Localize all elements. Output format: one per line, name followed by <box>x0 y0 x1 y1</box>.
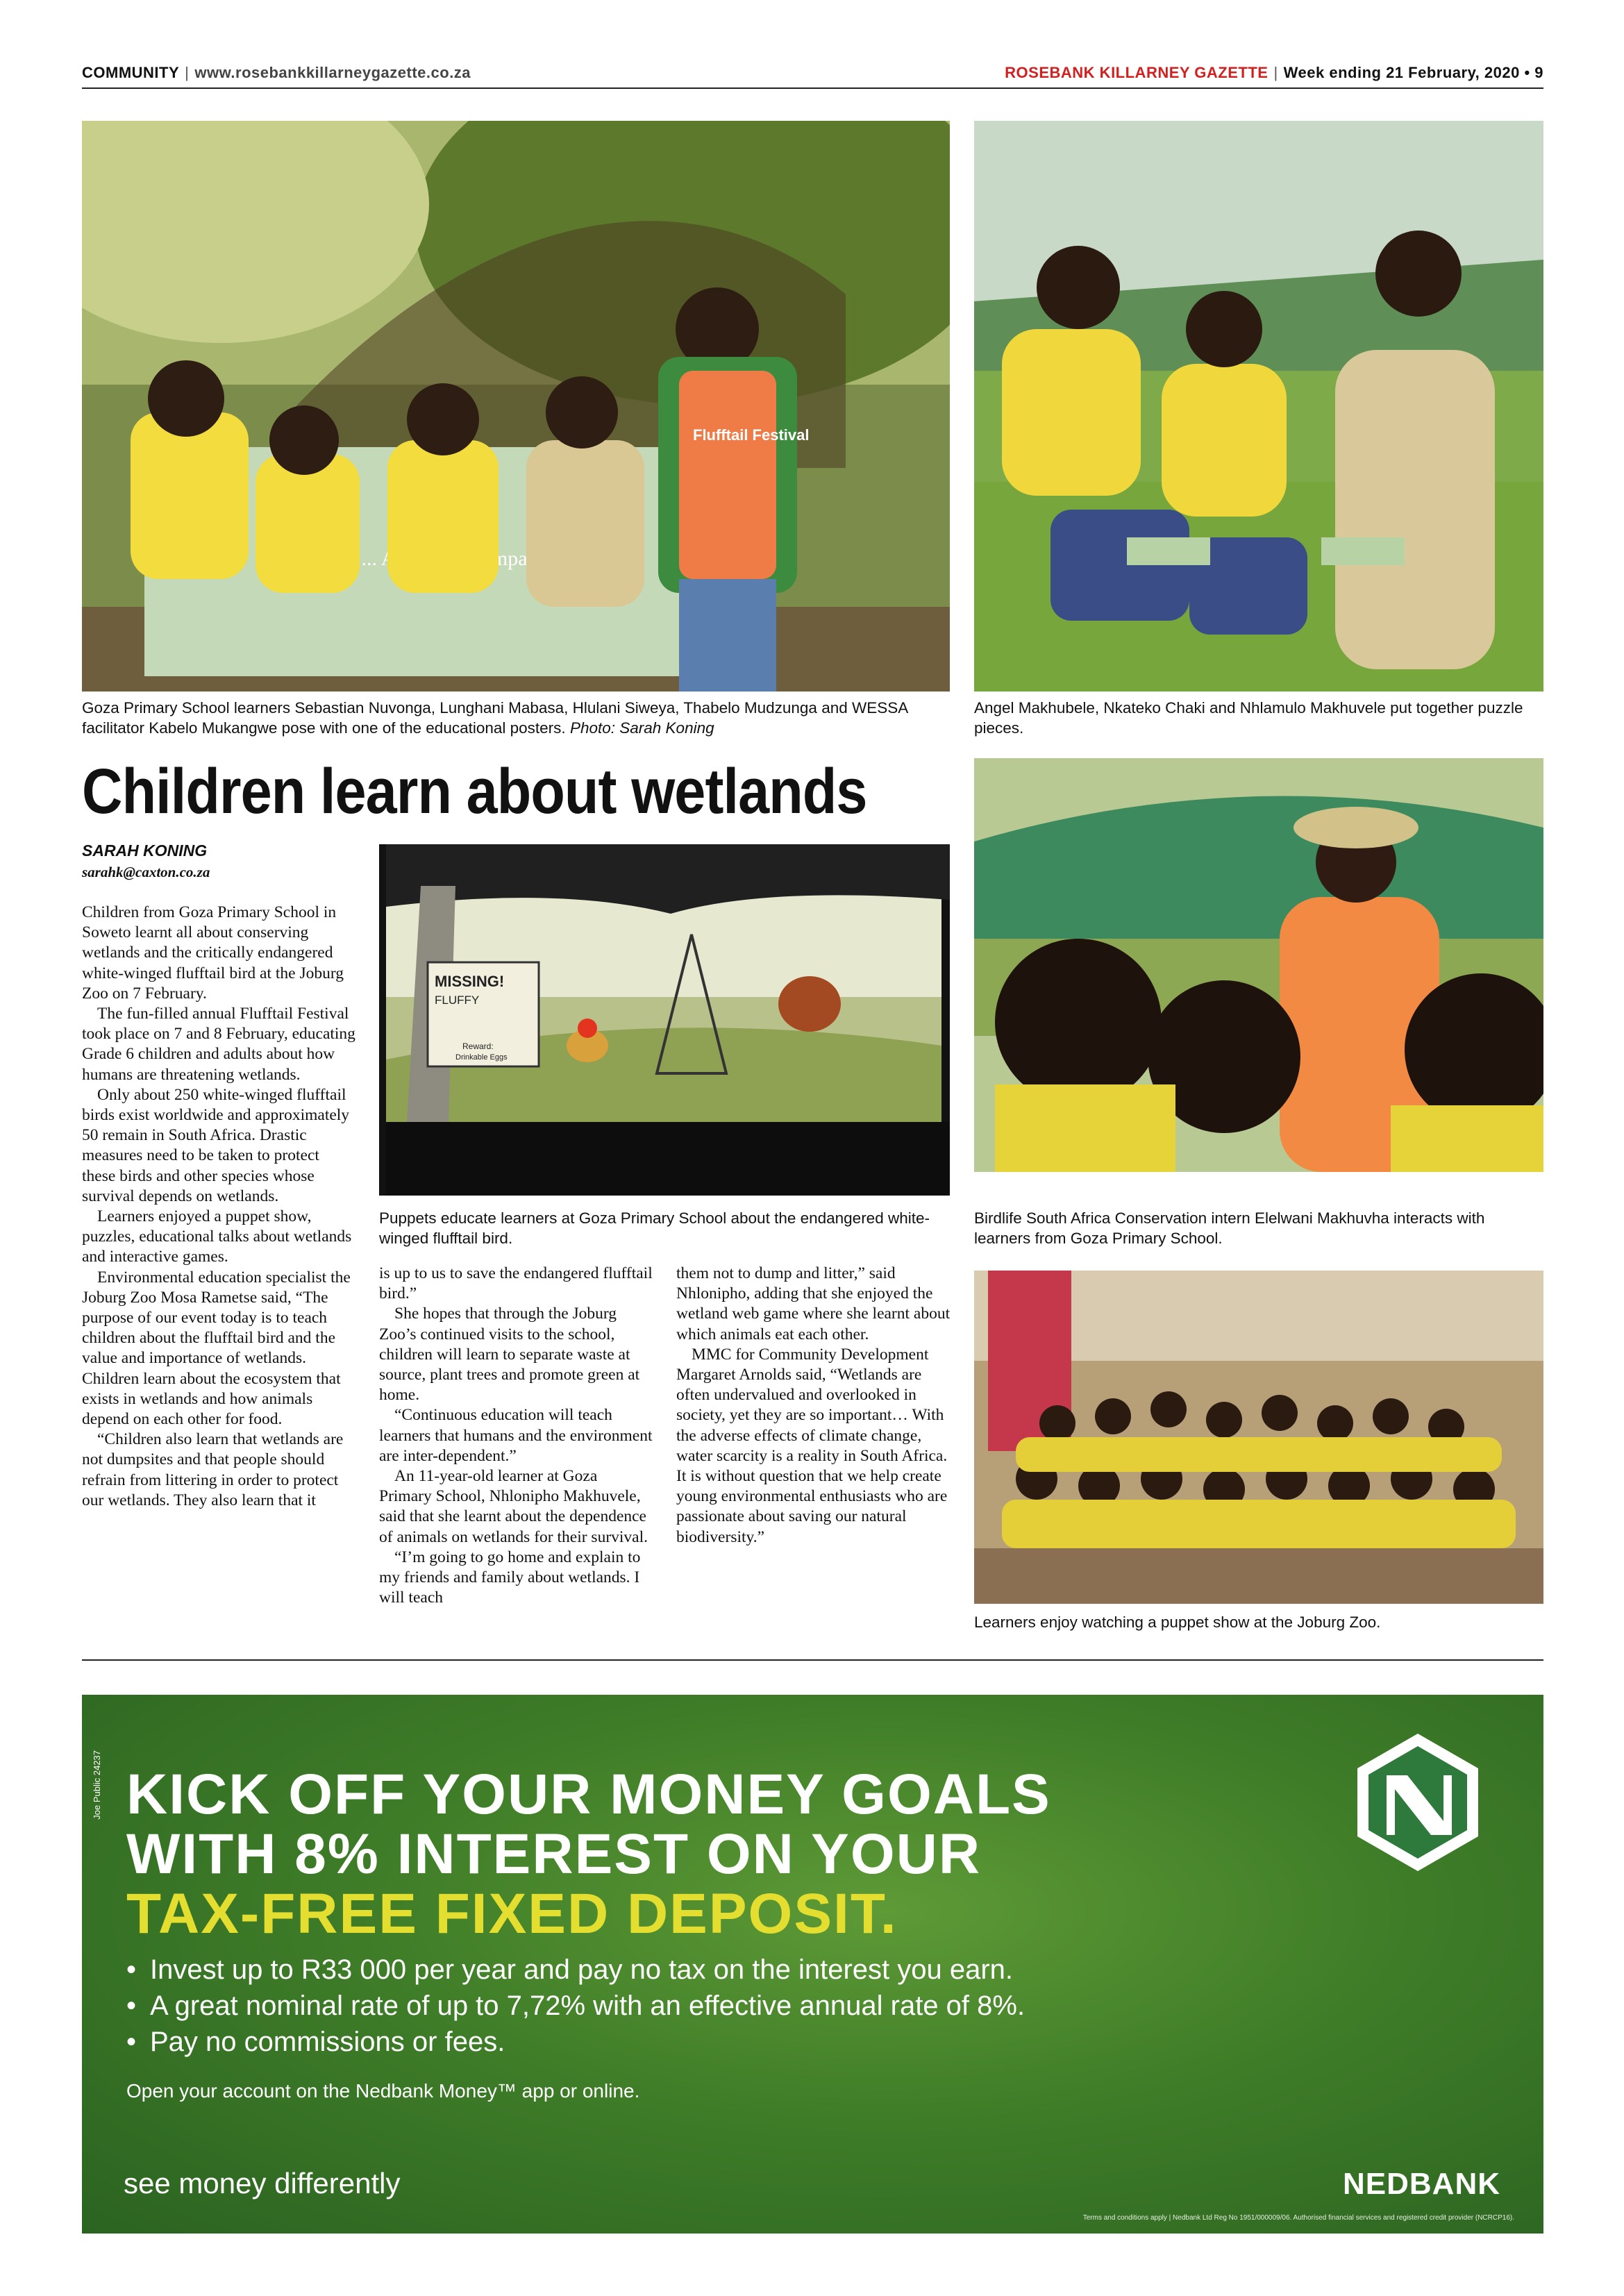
sign-missing: MISSING! <box>435 973 505 990</box>
paragraph: The fun-filled annual Flufftail Festival took place on 7 and 8 February, educating Grade 6 children and adults about how humans are threatening wetlands. <box>82 1005 355 1084</box>
article-column-1 <box>82 903 356 1511</box>
header-rule <box>82 87 1543 89</box>
paragraph: Children from Goza Primary School in Soweto learnt all about conserving wetlands and the critically endangered white-winged flufftail bird at the Joburg Zoo on 7 February. <box>82 903 344 1003</box>
caption-poster-main: Goza Primary School learners Sebastian Nuvonga, Lunghani Mabasa, Hlulani Siweya, Thabelo Mudzunga and WESSA facilitator Kabelo Mukangwe pose with one of the educational posters. <box>82 699 908 737</box>
paragraph: them not to dump and litter,” said Nhlonipho, adding that she enjoyed the wetland web game where she learnt about which animals eat each other. <box>676 1264 951 1343</box>
vest-text: Flufftail Festival <box>693 426 810 444</box>
paragraph: “Continuous education will teach learners that humans and the environment are inter-dependent.” <box>379 1406 653 1465</box>
edition-date: Week ending 21 February, 2020 • 9 <box>1283 64 1543 81</box>
section-header: COMMUNITY | www.rosebankkillarneygazette.co.za <box>82 64 471 81</box>
ad-bullet: • Invest up to R33 000 per year and pay no tax on the interest you earn. <box>126 1952 1025 1988</box>
paragraph: Only about 250 white-winged flufftail birds exist worldwide and approximately 50 remain in South Africa. Drastic measures need to be taken to protect these birds and other species whose survival depends on wetlands. <box>82 1085 350 1205</box>
photo-intern <box>974 758 1543 1172</box>
paragraph: MMC for Community Development Margaret Arnolds said, “Wetlands are often undervalued and overlooked in society, yet they are so important… With the adverse effects of climate change, water scarcity is a reality in South Africa. It is without question that we help create young environmental enthusiasts who are passionate about saving our natural biodiversity.” <box>676 1345 948 1546</box>
ad-side-code: Joe Public 24237 <box>92 1750 102 1820</box>
paragraph: is up to us to save the endangered flufftail bird.” <box>379 1264 653 1303</box>
nedbank-advert[interactable] <box>82 1695 1543 2234</box>
paragraph: Environmental education specialist the Joburg Zoo Mosa Rametse said, “The purpose of our event today is to teach children about the flufftail bird and the value and importance of wetlands. Children learn about the ecosystem that exists in wetlands and how animals depend on each other for food. <box>82 1268 351 1429</box>
ad-tagline: see money differently <box>124 2167 401 2199</box>
paragraph: An 11-year-old learner at Goza Primary School, Nhlonipho Makhuvele, said that she learnt about the dependence of animals on wetlands for their survival. <box>379 1467 648 1546</box>
caption-puzzle: Angel Makhubele, Nkateko Chaki and Nhlamulo Makhuvele put together puzzle pieces. <box>974 699 1523 737</box>
ad-headline-1: KICK OFF YOUR MONEY GOALS <box>126 1763 1051 1826</box>
ad-bullet: • A great nominal rate of up to 7,72% with an effective annual rate of 8%. <box>126 1988 1025 2024</box>
edition-header: ROSEBANK KILLARNEY GAZETTE | Week ending 21 February, 2020 • 9 <box>1005 64 1543 81</box>
headline: Children learn about wetlands <box>82 756 867 827</box>
ad-bullet: • Pay no commissions or fees. <box>126 2024 1025 2060</box>
ad-headline-2: WITH 8% INTEREST ON YOUR <box>126 1822 982 1886</box>
paragraph: “I’m going to go home and explain to my friends and family about wetlands. I will teach <box>379 1548 641 1607</box>
ad-bullets <box>126 1952 1025 2060</box>
sign-eggs: Drinkable Eggs <box>455 1053 508 1062</box>
photo-puzzle <box>974 121 1543 692</box>
site-url[interactable]: www.rosebankkillarneygazette.co.za <box>194 64 471 81</box>
paper-name: ROSEBANK KILLARNEY GAZETTE <box>1005 64 1269 81</box>
section-label: COMMUNITY <box>82 64 180 81</box>
photo-credit: Photo: Sarah Koning <box>569 719 714 737</box>
article-column-2 <box>379 1264 653 1608</box>
caption-poster-group <box>82 698 950 738</box>
paragraph: Learners enjoyed a puppet show, puzzles, educational talks about wetlands and interactive games. <box>82 1207 352 1266</box>
ad-terms: Terms and conditions apply | Nedbank Ltd Reg No 1951/000009/06. Authorised financial services and registered credit provider (NCRCP16). <box>1082 2214 1514 2222</box>
photo-puppets <box>379 844 950 1196</box>
photo-puppet-show <box>974 1271 1543 1604</box>
paragraph: “Children also learn that wetlands are not dumpsites and that people should refrain from littering in order to protect our wetlands. They also learn that it <box>82 1430 344 1509</box>
nedbank-wordmark: NEDBANK <box>1343 2167 1500 2201</box>
caption-intern: Birdlife South Africa Conservation intern Elelwani Makhuvha interacts with learners from Goza Primary School. <box>974 1209 1485 1247</box>
author-email[interactable]: sarahk@caxton.co.za <box>82 864 210 880</box>
caption-puppets: Puppets educate learners at Goza Primary School about the endangered white-winged flufftail bird. <box>379 1209 930 1247</box>
sign-reward: Reward: <box>462 1041 494 1051</box>
article-column-3 <box>676 1264 951 1548</box>
caption-puppet-show: Learners enjoy watching a puppet show at the Joburg Zoo. <box>974 1614 1381 1631</box>
byline: SARAH KONING <box>82 841 208 860</box>
article-rule <box>82 1659 1543 1661</box>
poster-text: ... Impacts <box>361 547 551 570</box>
sign-fluffy: FLUFFY <box>435 994 480 1007</box>
paragraph: She hopes that through the Joburg Zoo’s continued visits to the school, children will learn to separate waste at source, plant trees and promote green at home. <box>379 1305 640 1405</box>
ad-open-account: Open your account on the Nedbank Money™ app or online. <box>126 2080 640 2102</box>
photo-poster-group <box>82 121 950 692</box>
ad-headline-3: TAX-FREE FIXED DEPOSIT. <box>126 1882 898 1945</box>
nedbank-logo-icon <box>1353 1731 1482 1874</box>
